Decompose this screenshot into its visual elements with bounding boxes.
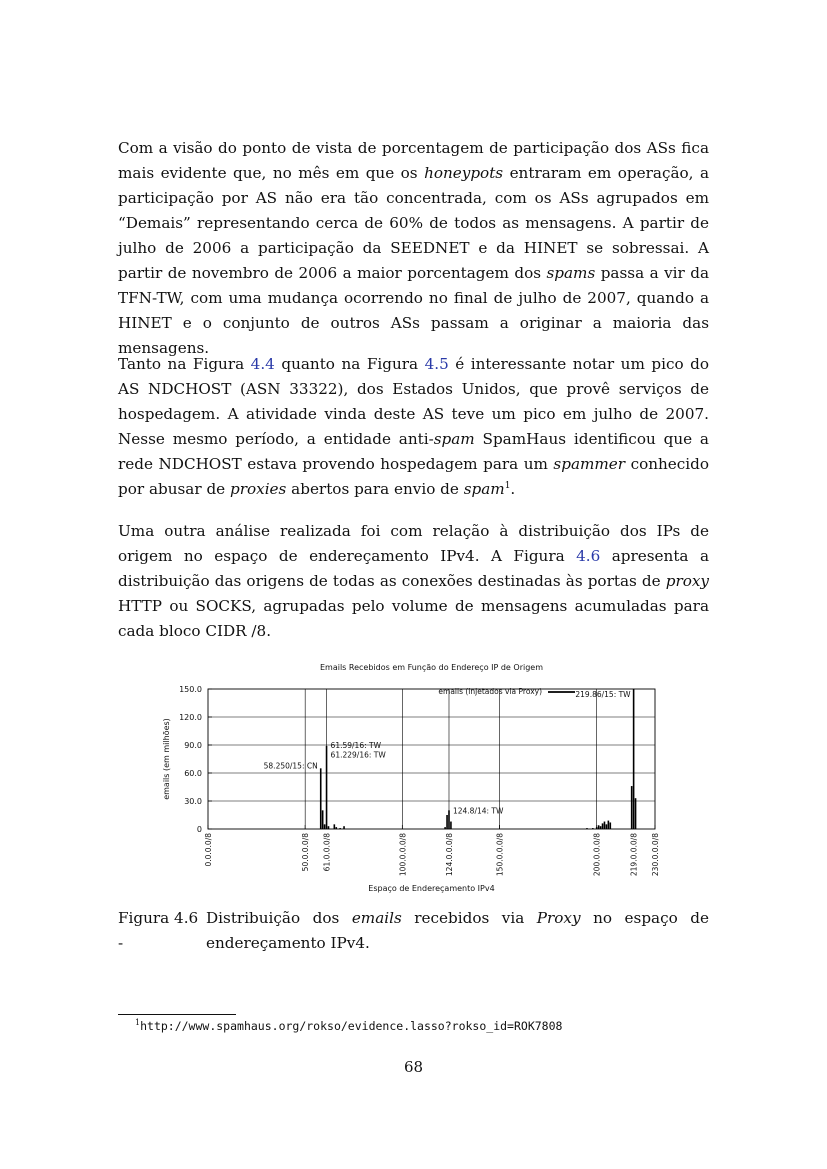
bar [343,826,345,829]
footnote-mark: 1 [135,1018,141,1028]
x-tick-label: 0.0.0.0/8 [204,833,213,867]
figure-caption-text [206,906,709,956]
footnote-rule [118,1014,236,1015]
italic-text: proxies [230,480,287,498]
bar [610,822,612,829]
bar [446,815,448,829]
bar [444,827,446,829]
text-segment: SpamHaus identificou que a rede NDCHOST estava provendo hospedagem para um [118,430,709,473]
text-segment: Distribuição dos [206,909,352,927]
bar [606,824,608,829]
italic-text: proxy [665,572,709,590]
bar [320,768,322,829]
bar-annotation: 124.8/14: TW [452,806,504,816]
text-segment: HTTP ou SOCKS, agrupadas pelo volume de mensagens acumuladas para cada bloco CIDR /8. [118,597,709,640]
text-segment: no espaço de endereçamento IPv4. [206,909,709,952]
x-tick-label: 150.0.0.0/8 [495,833,505,877]
bar-annotation: 58.250/15: CN [263,761,318,771]
x-tick-label: 50.0.0.0/8 [301,833,311,872]
text-segment: Uma outra análise realizada foi com relação à distribuição dos IPs de origem no espaço de endereçamento IPv4. A Figura [118,522,709,565]
bar [592,828,594,829]
bar [633,689,635,829]
text-segment: abertos para envio de [286,480,464,498]
x-tick-label: 61.0.0.0/8 [322,833,332,872]
figure-ref-link[interactable]: 4.5 [424,355,449,373]
bar [600,826,602,829]
figure-ref-link[interactable]: 4.4 [250,355,275,373]
plot-frame [208,689,655,829]
x-tick-label: 100.0.0.0/8 [398,833,408,877]
bar [334,824,336,829]
italic-text: spam [463,480,505,498]
bar [598,825,600,829]
text-segment: passa a vir da TFN-TW, com uma mudança ocorrendo no final de julho de 2007, quando a HINET e o conjunto de outros ASs passam a originar a maioria das mensagens. [118,264,710,357]
y-tick-label: 30.0 [184,797,202,806]
bar [339,828,341,829]
italic-text: honeypots [424,164,504,182]
bar [448,810,450,829]
text-segment: entraram em operação, a participação por AS não era tão concentrada, com os ASs agrupados em “Demais” representando cerca de 60% de todos as mensagens. A partir de julho de 2006 a participação da SEEDNET e da HINET se sobressai. A partir de novembro de 2006 a maior porcentagem dos [118,164,710,282]
chart-title: Emails Recebidos em Função do Endereço IP de Origem [319,663,544,672]
bar [604,822,606,829]
y-tick-label: 60.0 [184,769,202,778]
bar-annotation: 219.86/15: TW [575,690,631,699]
paragraph-1 [118,136,709,361]
figure-label: Figura 4.6 - [118,909,199,952]
bar [586,828,588,829]
footnote-marker: 1 [504,480,511,491]
bar [328,826,330,829]
bar [635,798,637,829]
bar [602,823,604,829]
text-segment: . [510,480,516,498]
bar [324,824,326,829]
y-axis-title: emails (em milhões) [162,718,171,800]
page-number: 68 [403,1058,424,1076]
bar [335,827,337,829]
italic-text: spammer [553,455,626,473]
y-tick-label: 150.0 [179,685,202,694]
y-tick-label: 0 [196,825,202,834]
footnote-url: http://www.spamhaus.org/rokso/evidence.lasso?rokso_id=ROK7808 [140,1019,563,1033]
bar [450,822,452,829]
x-tick-label: 219.0.0.0/8 [629,833,639,877]
text-segment: recebidos via [401,909,537,927]
italic-text: Proxy [536,909,581,927]
bar [608,821,610,829]
figure-ref-link[interactable]: 4.6 [576,547,601,565]
bar [596,827,598,829]
x-tick-label: 230.0.0.0/8 [651,833,660,877]
bar [326,746,328,829]
text-segment: conhecido por abusar de [118,455,709,498]
text-segment: quanto na Figura [274,355,425,373]
figure-caption [118,906,709,956]
paragraph-3 [118,519,709,644]
x-tick-label: 124.0.0.0/8 [444,833,454,877]
italic-text: spams [546,264,596,282]
y-tick-label: 90.0 [184,741,202,750]
text-segment: Com a visão do ponto de vista de porcentagem de participação dos ASs fica mais evidente que, no mês em que os [118,139,709,182]
x-tick-label: 200.0.0.0/8 [592,833,602,877]
text-segment: é interessante notar um pico do AS NDCHOST (ASN 33322), dos Estados Unidos, que provê serviços de hospedagem. A atividade vinda deste AS teve um pico em julho de 2007. Nesse mesmo período, a entidade anti- [118,355,709,448]
footnote [135,1019,562,1033]
italic-text: emails [351,909,402,927]
ipv4-distribution-chart [155,655,675,900]
bar-annotation: 61.229/16: TW [330,750,386,760]
text-segment: Tanto na Figura [118,355,251,373]
paragraph-2 [118,352,709,502]
bar-annotation: 61.59/16: TW [330,740,382,750]
y-tick-label: 120.0 [179,713,202,722]
bar [631,786,633,829]
italic-text: spam [433,430,475,448]
x-axis-title: Espaço de Endereçamento IPv4 [368,884,495,893]
text-segment: apresenta a distribuição das origens de todas as conexões destinadas às portas de [118,547,709,590]
legend-label: emails (injetados via Proxy) [438,687,542,696]
bar [322,810,324,829]
